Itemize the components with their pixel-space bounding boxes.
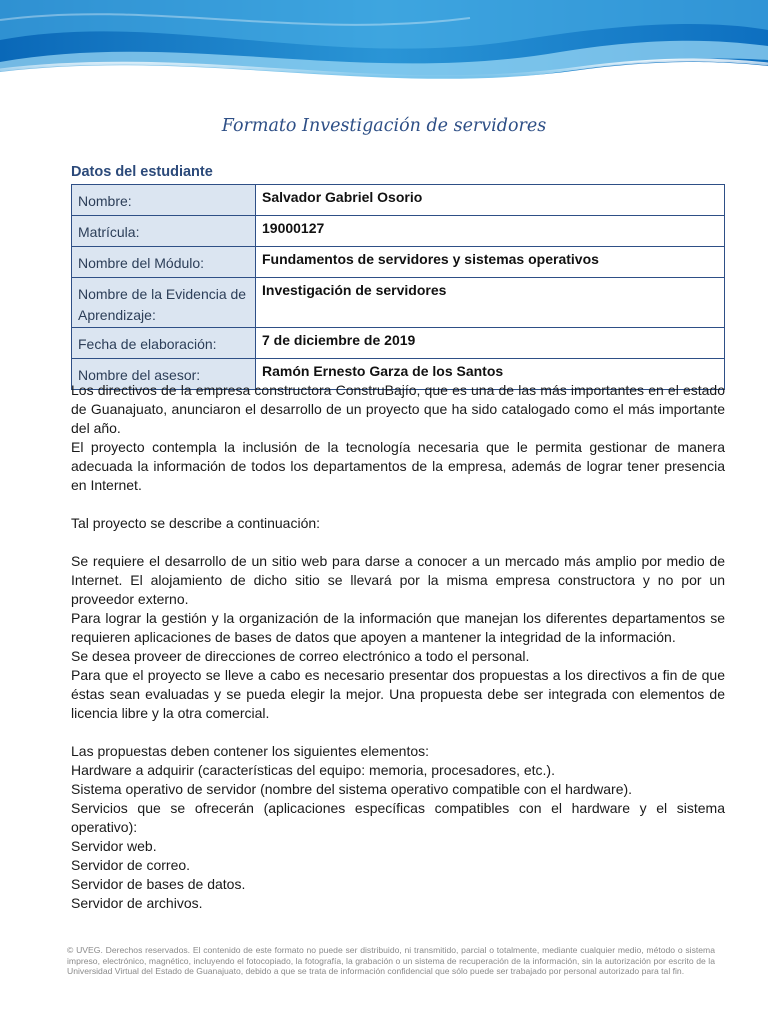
row-label-nombre: Nombre: bbox=[72, 185, 256, 216]
list-item: Servidor de correo. bbox=[71, 857, 191, 873]
header-banner bbox=[0, 0, 768, 96]
list-item: Hardware a adquirir (características del equipo: memoria, procesadores, etc.). bbox=[71, 762, 555, 778]
table-row bbox=[72, 278, 725, 328]
paragraph: Se requiere el desarrollo de un sitio web para darse a conocer a un mercado más amplio por medio de Internet. El alojamiento de dicho sitio se llevará por la misma empresa constructora y no por un proveedor externo. bbox=[71, 553, 725, 607]
row-label-modulo: Nombre del Módulo: bbox=[72, 247, 256, 278]
list-item: Servidor web. bbox=[71, 838, 157, 854]
paragraph: Los directivos de la empresa constructora ConstruBajío, que es una de las más importantes en el estado de Guanajuato, anunciaron el desarrollo de un proyecto que ha sido catalogado como el más importante del año. bbox=[71, 382, 725, 436]
paragraph: Para lograr la gestión y la organización de la información que manejan los diferentes departamentos se requieren aplicaciones de bases de datos que apoyen a mantener la integridad de la información. bbox=[71, 610, 725, 645]
paragraph: Se desea proveer de direcciones de correo electrónico a todo el personal. bbox=[71, 648, 530, 664]
row-value-fecha: 7 de diciembre de 2019 bbox=[256, 328, 725, 359]
document-title: Formato Investigación de servidores bbox=[221, 116, 547, 136]
list-item: Servidor de archivos. bbox=[71, 895, 203, 911]
row-value-matricula: 19000127 bbox=[256, 216, 725, 247]
student-data-table bbox=[71, 184, 725, 390]
list-item: Sistema operativo de servidor (nombre del sistema operativo compatible con el hardware). bbox=[71, 781, 633, 797]
row-label-matricula: Matrícula: bbox=[72, 216, 256, 247]
table-row bbox=[72, 328, 725, 359]
table-row bbox=[72, 185, 725, 216]
row-value-modulo: Fundamentos de servidores y sistemas operativos bbox=[256, 247, 725, 278]
section-heading: Datos del estudiante bbox=[71, 164, 213, 180]
table-row bbox=[72, 216, 725, 247]
row-value-asesor: Ramón Ernesto Garza de los Santos bbox=[256, 359, 725, 390]
paragraph: Las propuestas deben contener los siguientes elementos: bbox=[71, 743, 430, 759]
paragraph: El proyecto contempla la inclusión de la tecnología necesaria que le permita gestionar de manera adecuada la información de todos los departamentos de la empresa, además de lograr tener presencia en Internet. bbox=[71, 439, 725, 493]
wave-graphic bbox=[0, 0, 768, 96]
body-text bbox=[71, 381, 725, 913]
row-label-evidencia: Nombre de la Evidencia de Aprendizaje: bbox=[72, 278, 256, 328]
list-item: Servicios que se ofrecerán (aplicaciones específicas compatibles con el hardware y el sistema operativo): bbox=[71, 800, 725, 835]
table-row bbox=[72, 247, 725, 278]
list-item: Servidor de bases de datos. bbox=[71, 876, 246, 892]
row-label-fecha: Fecha de elaboración: bbox=[72, 328, 256, 359]
row-value-evidencia: Investigación de servidores bbox=[256, 278, 725, 328]
copyright-footer: © UVEG. Derechos reservados. El contenido de este formato no puede ser distribuido, ni transmitido, parcial o totalmente, mediante cualquier medio, método o sistema impreso, electrónico, magnético, incluyendo el fotocopiado, la fotografía, la grabación o un sistema de recuperación de la información, sin la autorización por escrito de la Universidad Virtual del Estado de Guanajuato, debido a que se trata de información confidencial que sólo puede ser trabajado por personal autorizado para tal fin. bbox=[67, 945, 715, 977]
row-value-nombre: Salvador Gabriel Osorio bbox=[256, 185, 725, 216]
paragraph: Tal proyecto se describe a continuación: bbox=[71, 515, 321, 531]
row-label-asesor: Nombre del asesor: bbox=[72, 359, 256, 390]
paragraph: Para que el proyecto se lleve a cabo es necesario presentar dos propuestas a los directivos a fin de que éstas sean evaluadas y se pueda elegir la mejor. Una propuesta debe ser integrada con elementos de licencia libre y la otra comercial. bbox=[71, 667, 725, 721]
